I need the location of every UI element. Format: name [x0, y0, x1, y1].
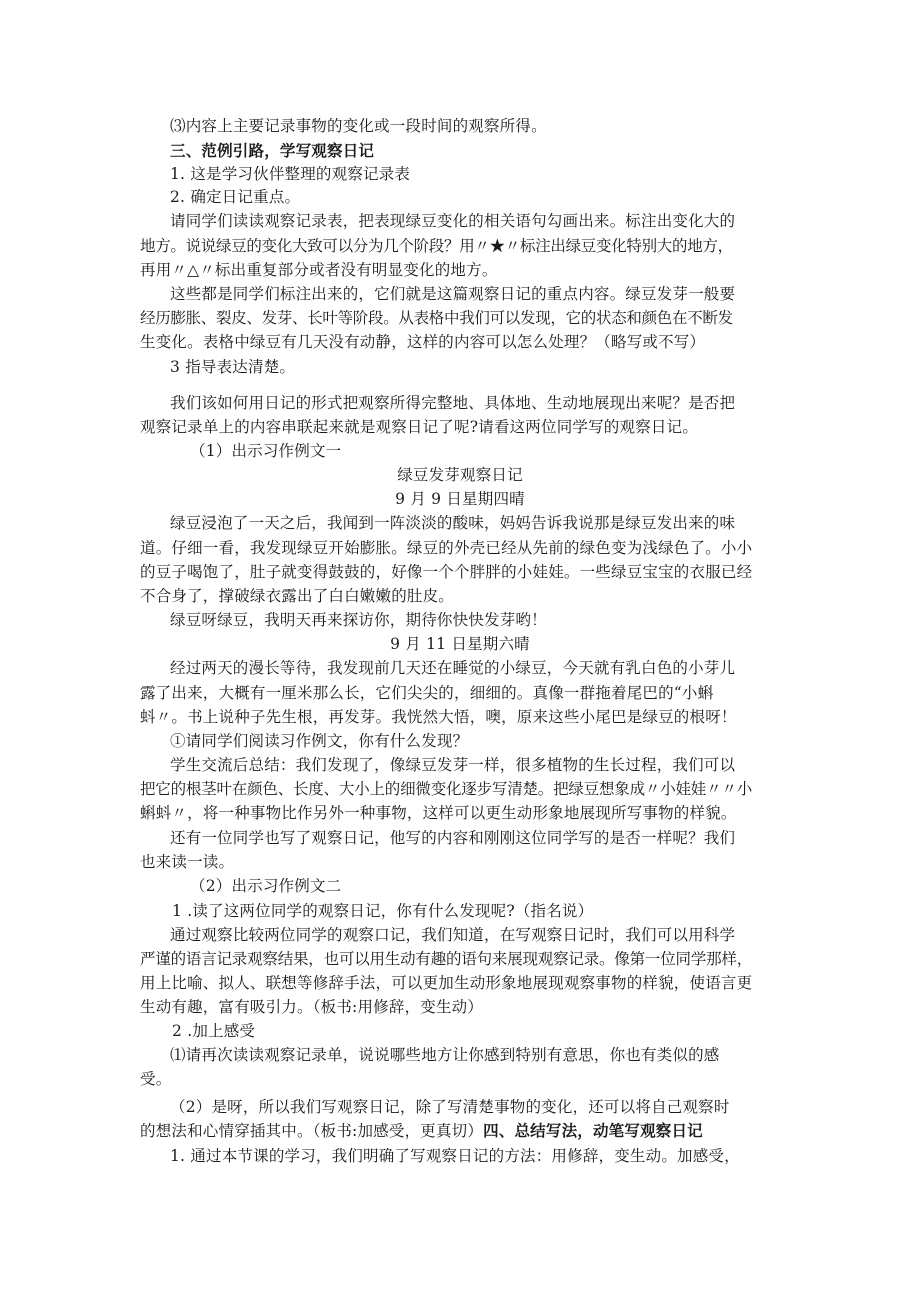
text-line: 也来读一读。: [140, 853, 235, 871]
text-line: 蝌蚪〃，将一种事物比作另外一种事物，这样可以更生动形象地展现所写事物的样貌。: [140, 804, 737, 822]
text-line: 通过观察比较两位同学的观察口记，我们知道，在写观察日记时，我们可以用科学: [170, 926, 736, 944]
text-line: 2 .加上感受: [172, 1022, 256, 1040]
section-heading: 三、范例引路，学写观察日记: [170, 141, 375, 160]
text-line: 受。: [140, 1070, 172, 1088]
text-line: ⑶内容上主要记录事物的变化或一段时间的观察所得。: [170, 117, 547, 135]
text-line: 这些都是同学们标注出来的，它们就是这篇观察日记的重点内容。绿豆发芽一般要: [170, 285, 736, 303]
text-line: 观察记录单上的内容串联起来就是观察日记了呢?请看这两位同学写的观察日记。: [140, 418, 699, 436]
text-line: 的豆子喝饱了，肚子就变得鼓鼓的，好像一个个胖胖的小娃娃。一些绿豆宝宝的衣服已经: [140, 563, 753, 581]
text-line: 经历膨胀、裂皮、发芽、长叶等阶段。从表格中我们可以发现，它的状态和颜色在不断发: [140, 309, 733, 327]
text-line: 严谨的语言记录观察结果，也可以用生动有趣的语句来展现观察记录。像第一位同学那样，: [140, 950, 753, 968]
text-line: 经过两天的漫长等待，我发现前几天还在睡觉的小绿豆，今天就有乳白色的小芽儿: [170, 659, 736, 677]
text-line: 生动有趣，富有吸引力。（板书:用修辞，变生动）: [140, 998, 484, 1016]
text-line: 我们该如何用日记的形式把观察所得完整地、具体地、生动地展现出来呢？是否把: [170, 394, 736, 412]
text-line: （2）出示习作例文二: [190, 877, 342, 895]
text-line: 把它的根茎叶在颜色、长度、大小上的细微变化逐步写清楚。把绿豆想象成〃小娃娃〃〃小: [140, 780, 753, 798]
diary-date: 9 月 11 日星期六晴: [390, 635, 530, 653]
text-line: 绿豆浸泡了一天之后，我闻到一阵淡淡的酸味，妈妈告诉我说那是绿豆发出来的味: [170, 514, 736, 532]
text-line: （1）出示习作例文一: [190, 442, 342, 460]
text-line: 绿豆呀绿豆，我明天再来探访你，期待你快快发芽哟！: [170, 611, 547, 629]
diary-date: 9 月 9 日星期四晴: [395, 490, 525, 508]
text-line: ①请同学们阅读习作例文，你有什么发现？: [170, 732, 469, 750]
text-line: 用上比喻、拟人、联想等修辞手法，可以更加生动形象地展现观察事物的样貌，使语言更: [140, 974, 753, 992]
text-line: 1. 这是学习伙伴整理的观察记录表: [170, 165, 411, 183]
text-line: 再用〃△〃标出重复部分或者没有明显变化的地方。: [140, 261, 498, 279]
text-segment: 的想法和心情穿插其中。（板书:加感受，更真切）: [140, 1122, 484, 1140]
text-line: 请同学们读读观察记录表，把表现绿豆变化的相关语句勾画出来。标注出变化大的: [170, 212, 736, 230]
text-line: 道。仔细一看，我发现绿豆开始膨胀。绿豆的外壳已经从先前的绿色变为浅绿色了。小小: [140, 539, 753, 557]
text-line: （2）是呀，所以我们写观察日记，除了写清楚事物的变化，还可以将自己观察时: [170, 1098, 730, 1116]
text-line: 3 指导表达清楚。: [170, 358, 296, 376]
text-line: ⑴请再次读读观察记录单，说说哪些地方让你感到特别有意思，你也有类似的感: [170, 1046, 720, 1064]
text-line: 1 .读了这两位同学的观察日记，你有什么发现呢?（指名说）: [172, 902, 594, 920]
text-line: 露了出来，大概有一厘米那么长，它们尖尖的，细细的。真像一群拖着尾巴的“小蝌: [140, 684, 714, 702]
text-line: [140, 1120, 703, 1142]
text-line: 蚪〃。书上说种子先生根，再发芽。我恍然大悟，噢，原来这些小尾巴是绿豆的根呀！: [140, 708, 737, 726]
text-line: 2. 确定日记重点。: [170, 188, 301, 206]
text-line: 生变化。表格中绿豆有几天没有动静，这样的内容可以怎么处理？（略写或不写）: [140, 333, 706, 351]
text-line: 还有一位同学也写了观察日记，他写的内容和刚刚这位同学写的是否一样呢？我们: [170, 829, 736, 847]
essay-title: 绿豆发芽观察日记: [397, 466, 523, 484]
section-heading: 四、总结写法，动笔写观察日记: [483, 1121, 703, 1140]
text-line: 不合身了，撑破绿衣露出了白白嫩嫩的肚皮。: [140, 587, 455, 605]
text-line: 1. 通过本节课的学习，我们明确了写观察日记的方法：用修辞，变生动。加感受，: [170, 1147, 740, 1165]
text-line: 学生交流后总结：我们发现了，像绿豆发芽一样，很多植物的生长过程，我们可以: [170, 756, 736, 774]
text-line: 地方。说说绿豆的变化大致可以分为几个阶段？用〃★〃标注出绿豆变化特别大的地方，: [140, 237, 733, 255]
